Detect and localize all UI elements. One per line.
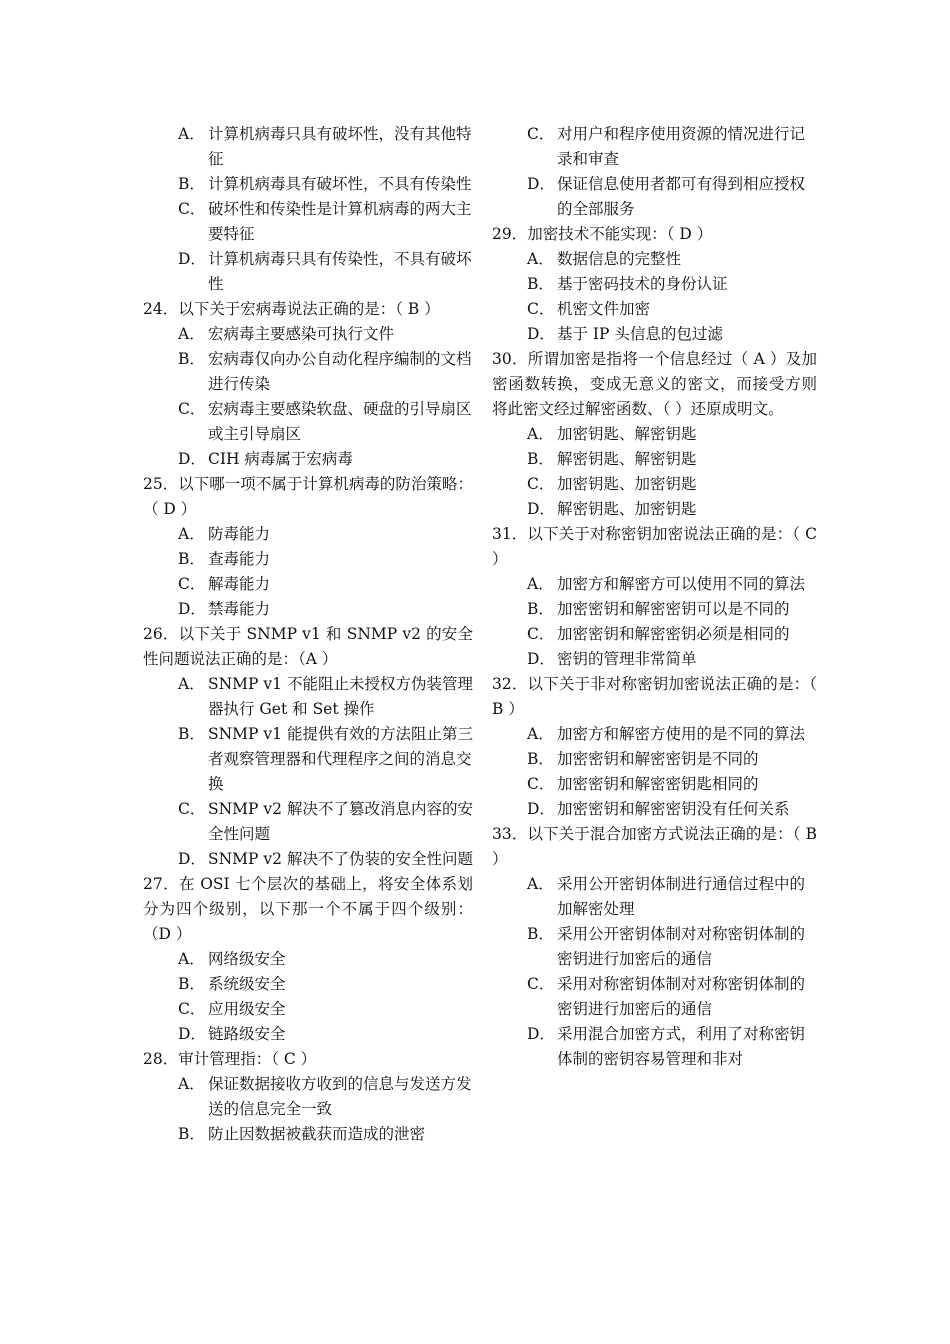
option-27-b: B． 系统级安全 [178,975,286,993]
option-26-c: C． SNMP v2 解决不了篡改消息内容的安全性问题 [178,800,473,843]
left-column [143,122,473,1147]
option-23-b: B． 计算机病毒具有破坏性，不具有传染性 [178,175,472,193]
question-29: 29．加密技术不能实现：（ D ） [492,225,713,243]
option-24-c: C． 宏病毒主要感染软盘、硬盘的引导扇区或主引导扇区 [178,400,472,443]
question-28: 28．审计管理指：（ C ） [143,1050,317,1068]
option-24-b: B． 宏病毒仅向办公自动化程序编制的文档进行传染 [178,350,472,393]
option-32-b: B． 加密密钥和解密密钥是不同的 [527,750,759,768]
option-25-a: A． 防毒能力 [178,525,271,543]
option-23-c: C． 破坏性和传染性是计算机病毒的两大主要特征 [178,200,472,243]
question-31: 31．以下关于对称密钥加密说法正确的是：（ C ） [492,525,817,568]
option-30-d: D． 解密钥匙、加密钥匙 [527,500,697,518]
option-29-b: B． 基于密码技术的身份认证 [527,275,728,293]
option-23-d: D． 计算机病毒只具有传染性，不具有破坏性 [178,250,472,293]
option-24-d: D． CIH 病毒属于宏病毒 [178,450,353,468]
option-29-a: A． 数据信息的完整性 [527,250,682,268]
option-28-c: C． 对用户和程序使用资源的情况进行记录和审查 [527,125,806,168]
option-30-c: C． 加密钥匙、加密钥匙 [527,475,697,493]
question-25: 25．以下哪一项不属于计算机病毒的防治策略：（ D ） [143,475,473,518]
option-25-c: C． 解毒能力 [178,575,271,593]
option-32-a: A． 加密方和解密方使用的是不同的算法 [527,725,806,743]
question-26: 26．以下关于 SNMP v1 和 SNMP v2 的安全性问题说法正确的是：（A ） [143,625,473,668]
question-32: 32．以下关于非对称密钥加密说法正确的是：（ B ） [492,675,817,718]
option-33-d: D． 采用混合加密方式，利用了对称密钥体制的密钥容易管理和非对 [527,1025,806,1068]
option-33-a: A． 采用公开密钥体制进行通信过程中的加解密处理 [527,875,806,918]
right-column [492,122,817,1072]
question-33: 33．以下关于混合加密方式说法正确的是：（ B ） [492,825,817,868]
option-23-a: A． 计算机病毒只具有破坏性，没有其他特征 [178,125,472,168]
option-27-a: A． 网络级安全 [178,950,286,968]
option-31-c: C． 加密密钥和解密密钥必须是相同的 [527,625,790,643]
option-33-c: C． 采用对称密钥体制对对称密钥体制的密钥进行加密后的通信 [527,975,806,1018]
option-28-a: A． 保证数据接收方收到的信息与发送方发送的信息完全一致 [178,1075,472,1118]
question-30: 30．所谓加密是指将一个信息经过（ A ）及加密函数转换，变成无意义的密文，而接受方则将此密文经过解密函数、（ ）还原成明文。 [492,350,817,418]
option-25-b: B． 查毒能力 [178,550,271,568]
option-27-d: D． 链路级安全 [178,1025,286,1043]
option-29-c: C． 机密文件加密 [527,300,651,318]
option-26-b: B． SNMP v1 能提供有效的方法阻止第三者观察管理器和代理程序之间的消息交换 [178,725,473,793]
option-27-c: C． 应用级安全 [178,1000,286,1018]
option-31-a: A． 加密方和解密方可以使用不同的算法 [527,575,806,593]
option-28-d: D． 保证信息使用者都可有得到相应授权的全部服务 [527,175,806,218]
option-24-a: A． 宏病毒主要感染可执行文件 [178,325,395,343]
question-27: 27．在 OSI 七个层次的基础上，将安全体系划分为四个级别，以下那一个不属于四个级别：（D ） [143,875,473,943]
option-25-d: D． 禁毒能力 [178,600,271,618]
option-32-c: C． 加密密钥和解密密钥匙相同的 [527,775,759,793]
option-26-d: D． SNMP v2 解决不了伪装的安全性问题 [178,850,473,868]
option-31-d: D． 密钥的管理非常简单 [527,650,697,668]
option-28-b: B． 防止因数据被截获而造成的泄密 [178,1125,426,1143]
question-24: 24．以下关于宏病毒说法正确的是：（ B ） [143,300,440,318]
option-30-a: A． 加密钥匙、解密钥匙 [527,425,697,443]
option-33-b: B． 采用公开密钥体制对对称密钥体制的密钥进行加密后的通信 [527,925,806,968]
option-30-b: B． 解密钥匙、解密钥匙 [527,450,697,468]
option-31-b: B． 加密密钥和解密密钥可以是不同的 [527,600,790,618]
option-26-a: A． SNMP v1 不能阻止未授权方伪装管理器执行 Get 和 Set 操作 [178,675,473,718]
option-32-d: D． 加密密钥和解密密钥没有任何关系 [527,800,790,818]
option-29-d: D． 基于 IP 头信息的包过滤 [527,325,723,343]
